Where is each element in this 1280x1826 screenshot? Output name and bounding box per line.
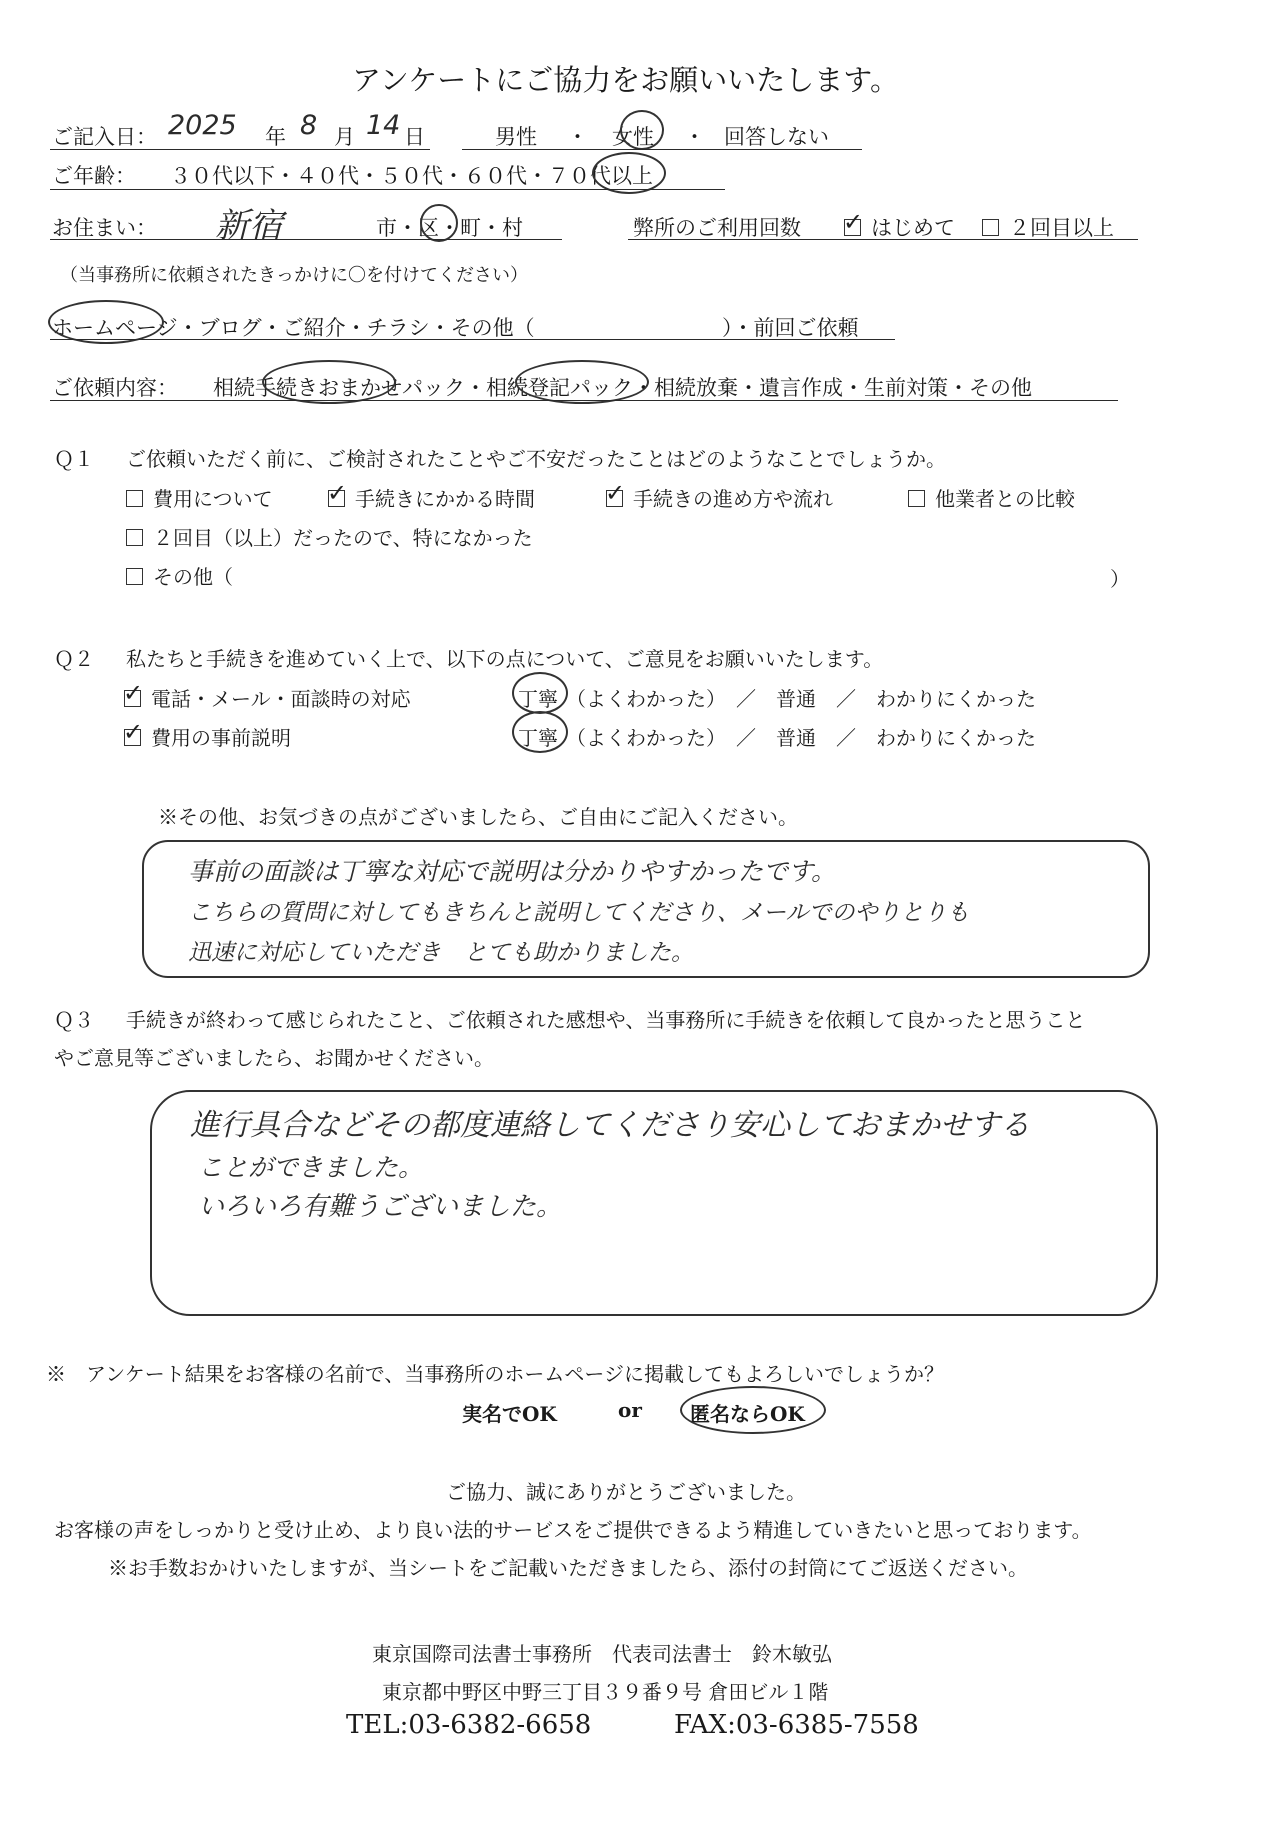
q1-opt-other — [126, 561, 233, 590]
visits-label: 弊所のご利用回数 — [633, 216, 801, 240]
publish-real-name: 実名でOK — [462, 1402, 557, 1426]
gender-sep2: ・ — [684, 125, 705, 149]
check-mark-icon: ✓ — [123, 679, 144, 707]
q2-row2-polite: 丁寧 — [518, 726, 558, 750]
check-mark-icon: ✓ — [605, 479, 626, 507]
q1-cost-label: 費用について — [153, 487, 273, 511]
publish-anonymous: 匿名ならOK — [690, 1402, 805, 1426]
trigger-options-right: ）・前回ご依頼 — [722, 316, 859, 340]
q2-question: 私たちと手続きを進めていく上で、以下の点について、ご意見をお願いいたします。 — [126, 647, 884, 671]
q3-question-line1: 手続きが終わって感じられたこと、ご依頼された感想や、当事務所に手続きを依頼して良かったと思うこと — [126, 1008, 1086, 1032]
q2-number: Ｑ２ — [54, 647, 94, 671]
q2-row1-scale: （よくわかった） ／ 普通 ／ わかりにくかった — [566, 687, 1036, 711]
publish-question: ※ アンケート結果をお客様の名前で、当事務所のホームページに掲載してもよろしいでしょうか？ — [46, 1362, 944, 1386]
request-pack-circle — [262, 360, 396, 404]
age-options: ３０代以下・４０代・５０代・６０代・７０代以上 — [170, 164, 653, 188]
page-title: アンケートにご協力をお願いいたします。 — [352, 63, 899, 97]
q1-opt-second — [126, 522, 533, 551]
trigger-note: （当事務所に依頼されたきっかけに〇を付けてください） — [60, 265, 528, 286]
check-mark-icon: ✓ — [123, 718, 144, 746]
check-mark-icon: ✓ — [843, 208, 864, 236]
q2-row2-checkbox — [123, 718, 144, 746]
q1-opt-cost — [126, 483, 273, 512]
request-underline — [50, 400, 1118, 401]
q3-answer-line1: 進行具合などその都度連絡してくださり安心しておまかせする — [190, 1108, 1030, 1143]
gender-female: 女性 — [612, 125, 654, 149]
entry-month: 8 — [300, 110, 318, 141]
entry-date-label: ご記入日： — [52, 125, 157, 149]
q2-answer-line1: 事前の面談は丁寧な対応で説明は分かりやすかったです。 — [188, 857, 837, 886]
publish-or: or — [618, 1398, 642, 1422]
visits-first-checkbox — [843, 208, 864, 236]
visits-second — [982, 212, 1114, 242]
q1-flow-label: 手続きの進め方や流れ — [633, 487, 833, 511]
entry-day: 14 — [366, 110, 401, 141]
visits-underline — [628, 239, 1138, 240]
entry-day-unit: 日 — [404, 125, 425, 149]
residence-underline — [50, 239, 562, 240]
q2-answer-line2: こちらの質問に対してもきちんと説明してくださり、メールでのやりとりも — [188, 900, 970, 926]
q3-answer-line3: いろいろ有難うございました。 — [198, 1192, 563, 1222]
q2-row1-checkbox — [123, 679, 144, 707]
q2-answer-line3: 迅速に対応していただき とても助かりました。 — [188, 940, 694, 966]
office-fax: FAX:03-6385-7558 — [674, 1710, 919, 1740]
gender-no-answer: 回答しない — [724, 125, 829, 149]
q1-opt-compare — [908, 483, 1075, 512]
trigger-underline — [50, 339, 895, 340]
q2-row2-label: 費用の事前説明 — [151, 726, 291, 750]
request-label: ご依頼内容： — [52, 376, 178, 400]
entry-date-underline — [50, 149, 430, 150]
residence-ku-circle — [420, 204, 458, 242]
age-label: ご年齢： — [52, 164, 136, 188]
residence-label: お住まい： — [52, 216, 157, 240]
q1-compare-label: 他業者との比較 — [935, 487, 1075, 511]
gender-sep1: ・ — [567, 125, 588, 149]
age-70-circle — [592, 152, 666, 194]
q1-number: Ｑ１ — [54, 447, 94, 471]
entry-month-unit: 月 — [334, 125, 355, 149]
q1-second-checkbox — [126, 529, 143, 546]
q1-time-checkbox — [327, 479, 348, 507]
q1-question: ご依頼いただく前に、ご検討されたことやご不安だったことはどのようなことでしょうか。 — [126, 447, 946, 471]
q1-opt-flow — [605, 479, 833, 512]
q2-row1-label: 電話・メール・面談時の対応 — [151, 687, 411, 711]
q1-other-close: ） — [1110, 567, 1130, 591]
q2-row2-polite-circle — [512, 711, 568, 753]
entry-year: 2025 — [168, 110, 237, 141]
q1-other-label: その他（ — [153, 565, 233, 589]
q3-question-line2: やご意見等ございましたら、お聞かせください。 — [54, 1046, 494, 1070]
request-options: 相続手続きおまかせパック・相続登記パック・相続放棄・遺言作成・生前対策・その他 — [213, 376, 1032, 400]
q2-note: ※その他、お気づきの点がございましたら、ご自由にご記入ください。 — [158, 805, 798, 829]
check-mark-icon: ✓ — [327, 479, 348, 507]
residence-value: 新宿 — [215, 206, 283, 246]
q3-number: Ｑ３ — [54, 1008, 94, 1032]
entry-year-unit: 年 — [265, 125, 286, 149]
closing-line2: お客様の声をしっかりと受け止め、より良い法的サービスをご提供できるよう精進していきたいと思っております。 — [54, 1518, 1092, 1542]
visits-second-label: ２回目以上 — [1009, 216, 1114, 240]
request-registration-circle — [515, 360, 649, 404]
closing-thanks: ご協力、誠にありがとうございました。 — [446, 1480, 806, 1504]
gender-male: 男性 — [495, 125, 537, 149]
office-name: 東京国際司法書士事務所 代表司法書士 鈴木敏弘 — [372, 1642, 832, 1666]
q1-time-label: 手続きにかかる時間 — [355, 487, 535, 511]
office-address: 東京都中野区中野三丁目３９番９号 倉田ビル１階 — [382, 1680, 829, 1704]
visits-first — [843, 208, 955, 242]
office-tel: TEL:03-6382-6658 — [346, 1710, 592, 1740]
q2-row1 — [123, 679, 411, 712]
q3-answer-line2: ことができました。 — [198, 1153, 424, 1182]
q2-row1-polite: 丁寧 — [518, 687, 558, 711]
q1-cost-checkbox — [126, 490, 143, 507]
q2-row1-polite-circle — [512, 672, 568, 714]
visits-first-label: はじめて — [871, 216, 955, 240]
q1-opt-time — [327, 479, 535, 512]
residence-options: 市・区・町・村 — [376, 216, 523, 240]
closing-line3: ※お手数おかけいたしますが、当シートをご記載いただきましたら、添付の封筒にてご返送ください。 — [108, 1556, 1028, 1580]
q1-flow-checkbox — [605, 479, 626, 507]
trigger-homepage-circle — [48, 300, 164, 344]
gender-female-circle — [620, 110, 664, 150]
q2-row2 — [123, 718, 291, 751]
trigger-options-left: ホームページ・ブログ・ご紹介・チラシ・その他（ — [52, 316, 535, 340]
q1-other-checkbox — [126, 568, 143, 585]
q1-compare-checkbox — [908, 490, 925, 507]
gender-underline — [462, 149, 862, 150]
visits-second-checkbox — [982, 219, 999, 236]
q2-row2-scale: （よくわかった） ／ 普通 ／ わかりにくかった — [566, 726, 1036, 750]
age-underline — [50, 189, 725, 190]
publish-anonymous-circle — [680, 1386, 826, 1434]
q1-second-label: ２回目（以上）だったので、特になかった — [153, 526, 533, 550]
